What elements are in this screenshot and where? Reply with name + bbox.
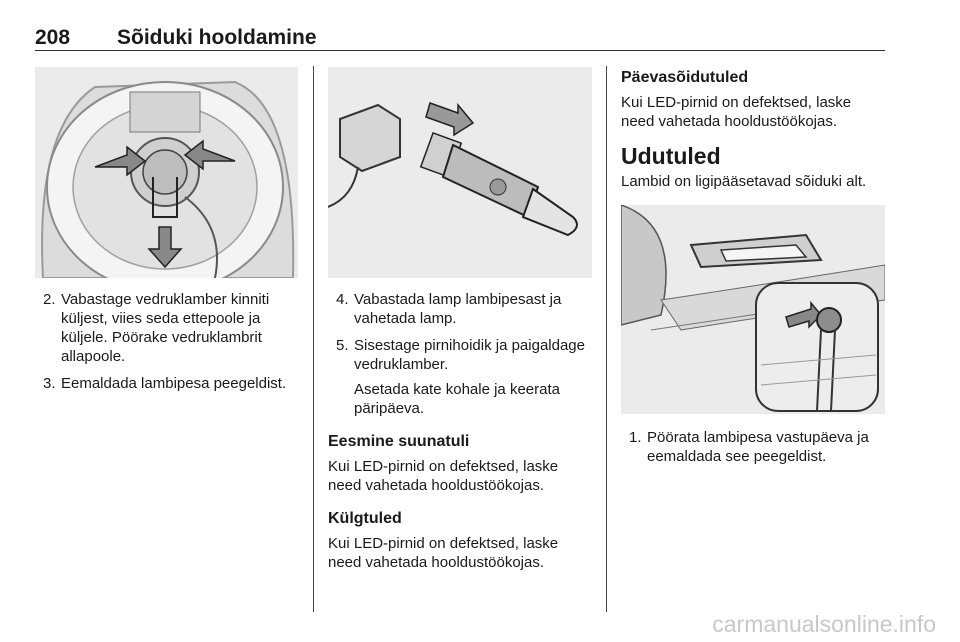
step-5-note: Asetada kate kohale ja keerata päripäeva. [354,381,560,417]
column-divider-2 [606,66,607,612]
fog-light-illustration [621,205,885,414]
header-divider [35,50,885,51]
column-3-top-text [621,64,886,191]
step-text: Eemaldada lambipesa peegeldist. [61,375,287,392]
section-heading-side-lights: Külgtuled [328,510,402,527]
page-number: 208 [35,26,71,49]
step-number: 4. [336,291,349,308]
section-body-drl: Kui LED-pirnid on defektsed, laske need vahetada hooldustöökojas. [621,94,852,130]
list-item [35,374,300,393]
step-number: 2. [43,291,56,308]
list-item [328,336,593,374]
section-heading-fog-lights: Udutuled [621,143,721,169]
watermark: carmanualsonline.info [712,611,936,637]
step-number: 1. [629,429,642,446]
list-item [35,290,300,366]
bulb-removal-illustration [328,67,592,278]
steps-list-col2 [328,290,593,374]
page-header [35,22,885,52]
column-2-text [328,290,593,572]
list-item [621,428,886,466]
section-body-turn-signal: Kui LED-pirnid on defektsed, laske need vahetada hooldustöökojas. [328,458,559,494]
section-heading-turn-signal: Eesmine suunatuli [328,433,470,450]
page-title: Sõiduki hooldamine [117,26,317,49]
step-text: Sisestage pirnihoidik ja paigaldage vedruklamber. [354,337,585,373]
step-text: Vabastada lamp lambipesast ja vahetada lamp. [354,291,562,327]
steps-list-col3 [621,428,886,466]
step-number: 3. [43,375,56,392]
step-text: Pöörata lambipesa vastupäeva ja eemaldada see peegeldist. [647,429,869,465]
section-heading-drl: Päevasõidutuled [621,69,749,86]
step-text: Vabastage vedruklamber kinniti küljest, viies seda ettepoole ja küljele. Pöörake vedruklambrit allapoole. [61,291,270,365]
step-number: 5. [336,337,349,354]
column-1-text [35,290,300,401]
section-body-fog-lights: Lambid on ligipääsetavad sõiduki alt. [621,173,867,190]
steps-list-col1 [35,290,300,393]
list-item [328,290,593,328]
section-body-side-lights: Kui LED-pirnid on defektsed, laske need vahetada hooldustöökojas. [328,535,559,571]
column-divider-1 [313,66,314,612]
headlamp-clamp-illustration [35,67,298,278]
column-3-bottom-text [621,428,886,474]
